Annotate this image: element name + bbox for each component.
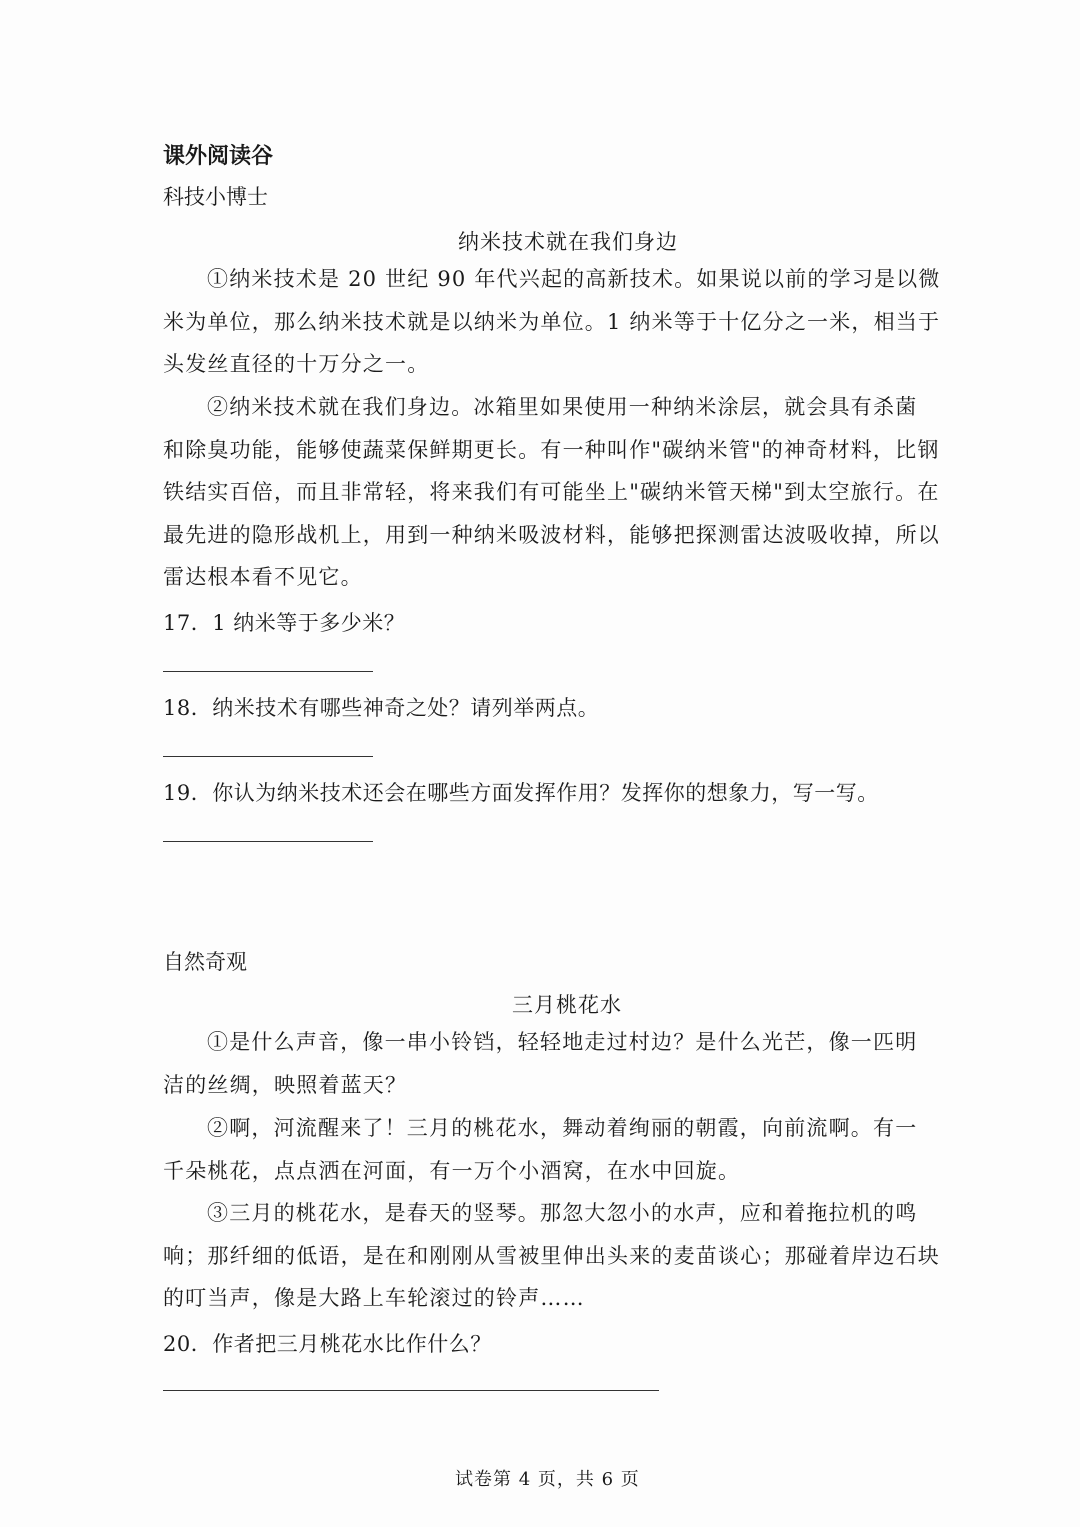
passage1-paragraph-2 (163, 386, 940, 599)
text-line: ②纳米技术就在我们身边。冰箱里如果使用一种纳米涂层，就会具有杀菌 (207, 395, 918, 419)
passage2-paragraph-2 (163, 1107, 918, 1192)
text-line: ③三月的桃花水，是春天的竖琴。那忽大忽小的水声，应和着拖拉机的鸣 (207, 1201, 918, 1225)
text-line: ①纳米技术是 20 世纪 90 年代兴起的高新技术。如果说以前的学习是以微 (207, 267, 941, 291)
question-18: 18．纳米技术有哪些神奇之处？请列举两点。 (163, 696, 600, 720)
answer-line-17[interactable] (163, 671, 373, 672)
passage2-paragraph-1 (163, 1021, 918, 1106)
text-line: 的叮当声，像是大路上车轮滚过的铃声…… (163, 1286, 585, 1310)
text-line: 雷达根本看不见它。 (163, 565, 363, 589)
subsection-nature: 自然奇观 (163, 950, 247, 974)
section-heading: 课外阅读谷 (163, 143, 274, 169)
answer-line-18[interactable] (163, 756, 373, 757)
answer-line-19[interactable] (163, 841, 373, 842)
passage2-paragraph-3 (163, 1192, 940, 1320)
text-line: 最先进的隐形战机上，用到一种纳米吸波材料，能够把探测雷达波吸收掉，所以 (163, 522, 940, 547)
question-20: 20．作者把三月桃花水比作什么？ (163, 1332, 492, 1356)
text-line: 千朵桃花，点点洒在河面，有一万个小酒窝，在水中回旋。 (163, 1158, 741, 1183)
passage1-title: 纳米技术就在我们身边 (458, 230, 678, 254)
passage2-title: 三月桃花水 (512, 993, 622, 1017)
question-19: 19．你认为纳米技术还会在哪些方面发挥作用？发挥你的想象力，写一写。 (163, 781, 879, 805)
text-line: 响；那纤细的低语，是在和刚刚从雪被里伸出头来的麦苗谈心；那碰着岸边石块 (163, 1243, 940, 1268)
text-line: 头发丝直径的十万分之一。 (163, 352, 430, 376)
text-line: ①是什么声音，像一串小铃铛，轻轻地走过村边？是什么光芒，像一匹明 (207, 1030, 918, 1054)
question-17: 17．1 纳米等于多少米？ (163, 611, 406, 635)
text-line: 和除臭功能，能够使蔬菜保鲜期更长。有一种叫作"碳纳米管"的神奇材料，比钢 (163, 437, 940, 462)
subsection-tech: 科技小博士 (163, 185, 268, 209)
text-line: 洁的丝绸，映照着蓝天？ (163, 1072, 408, 1097)
text-line: 米为单位，那么纳米技术就是以纳米为单位。1 纳米等于十亿分之一米，相当于 (163, 309, 941, 334)
answer-line-20[interactable] (163, 1390, 659, 1391)
text-line: ②啊，河流醒来了！三月的桃花水，舞动着绚丽的朝霞，向前流啊。有一 (207, 1116, 918, 1140)
text-line: 铁结实百倍，而且非常轻，将来我们有可能坐上"碳纳米管天梯"到太空旅行。在 (163, 480, 940, 504)
page-number-footer: 试卷第 4 页，共 6 页 (455, 1469, 640, 1490)
passage1-paragraph-1 (163, 258, 941, 386)
